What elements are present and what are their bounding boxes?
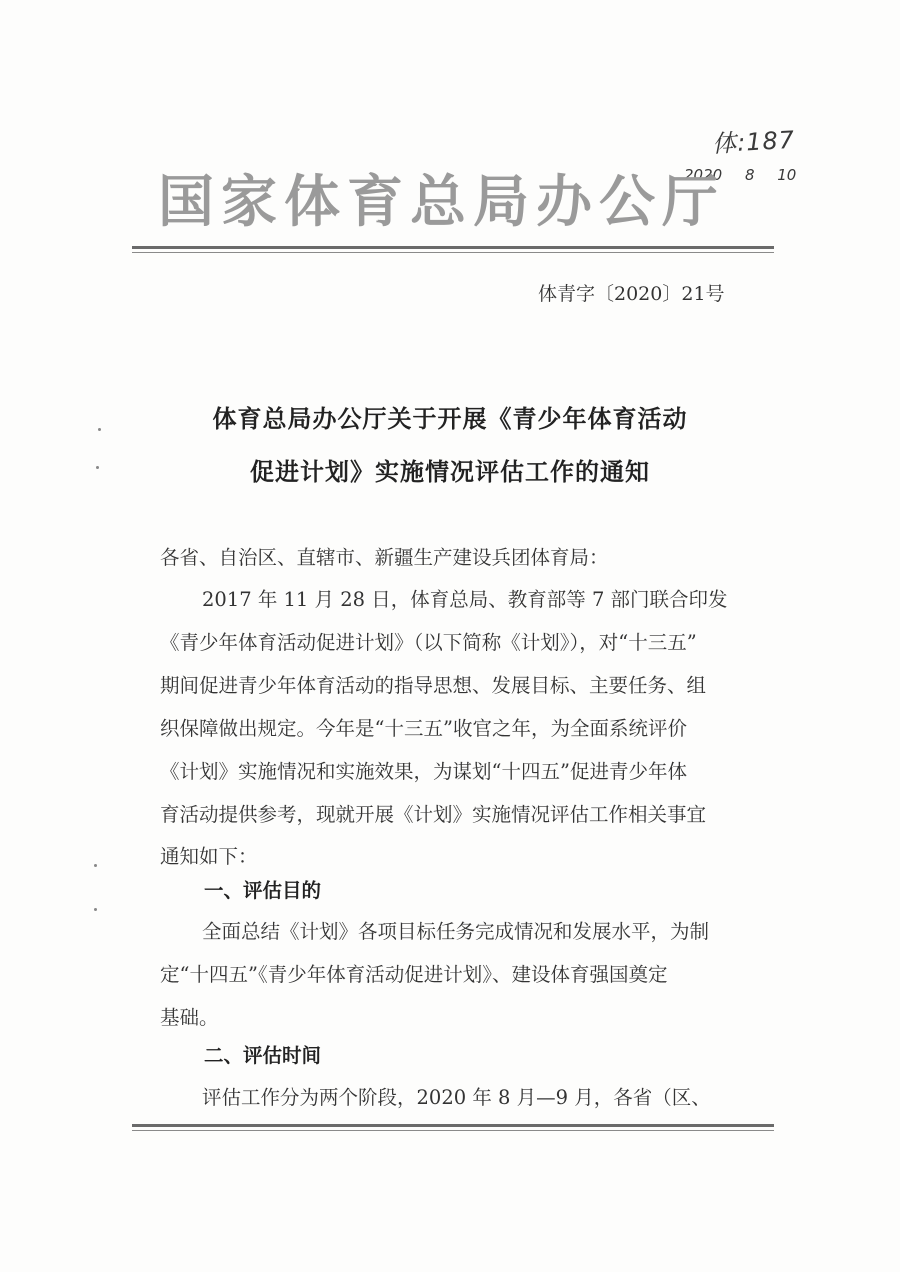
document-title-line-1: 体育总局办公厅关于开展《青少年体育活动 bbox=[212, 404, 688, 433]
body-line: 《计划》实施情况和实施效果，为谋划“十四五”促进青少年体 bbox=[160, 760, 687, 783]
section-1-heading: 一、评估目的 bbox=[204, 879, 322, 902]
scan-speck bbox=[98, 428, 101, 431]
masthead-rule-thin bbox=[132, 252, 774, 253]
footer-rule-thick bbox=[132, 1124, 774, 1127]
body-line: 全面总结《计划》各项目标任务完成情况和发展水平，为制 bbox=[202, 920, 710, 943]
masthead-title: 国家体育总局办公厅 bbox=[158, 170, 725, 235]
body-line: 织保障做出规定。今年是“十三五”收官之年，为全面系统评价 bbox=[160, 717, 687, 740]
body-line: 评估工作分为两个阶段，2020 年 8 月—9 月，各省（区、 bbox=[202, 1086, 711, 1109]
body-line: 定“十四五”《青少年体育活动促进计划》、建设体育强国奠定 bbox=[160, 963, 668, 986]
scan-speck bbox=[94, 908, 97, 911]
handwritten-file-number: 体:187 bbox=[711, 125, 796, 159]
body-line: 育活动提供参考，现就开展《计划》实施情况评估工作相关事宜 bbox=[160, 803, 707, 826]
masthead-rule-thick bbox=[132, 246, 774, 249]
body-line: 期间促进青少年体育活动的指导思想、发展目标、主要任务、组 bbox=[160, 674, 707, 697]
salutation: 各省、自治区、直辖市、新疆生产建设兵团体育局： bbox=[160, 546, 609, 569]
body-line: 2017 年 11 月 28 日，体育总局、教育部等 7 部门联合印发 bbox=[202, 588, 728, 611]
handwritten-date: 2020 8 10 bbox=[684, 166, 797, 184]
footer-rule-thin bbox=[132, 1130, 774, 1131]
section-2-heading: 二、评估时间 bbox=[204, 1044, 322, 1067]
scan-speck bbox=[94, 864, 97, 867]
body-line: 通知如下： bbox=[160, 845, 258, 868]
scan-speck bbox=[96, 466, 99, 469]
body-line: 《青少年体育活动促进计划》（以下简称《计划》），对“十三五” bbox=[160, 631, 697, 654]
body-line: 基础。 bbox=[160, 1006, 219, 1029]
document-title-line-2: 促进计划》实施情况评估工作的通知 bbox=[250, 457, 650, 486]
document-number: 体青字〔2020〕21号 bbox=[538, 283, 725, 305]
